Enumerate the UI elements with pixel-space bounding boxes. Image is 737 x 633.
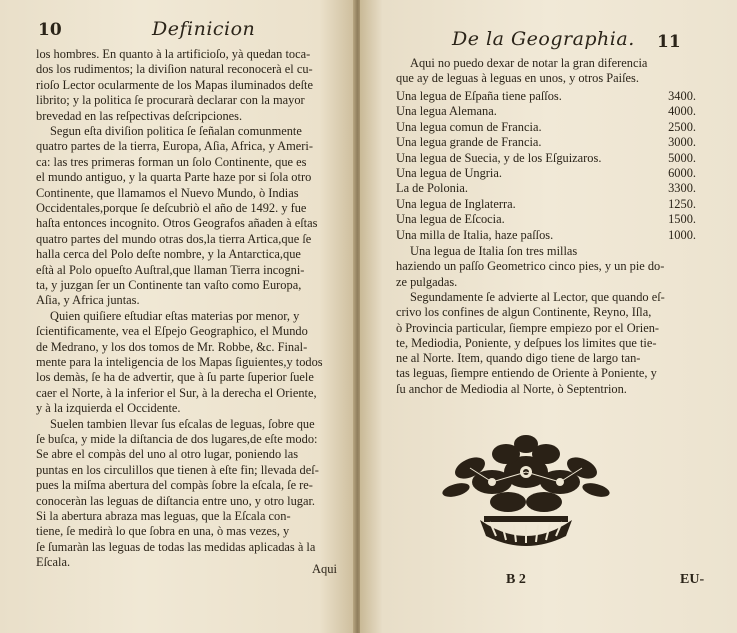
league-label: Una legua grande de Francia. [396,135,542,150]
text-line: crivo los confines de algun Continente, Reyno, Iſla, [396,305,652,320]
text-line: mente para la inteligencia de los Mapas ſiguientes,y todos [36,355,323,369]
text-line: haſta entonces incognito. Otros Geografos añaden à eſtas [36,216,318,231]
text-line: te, Mediodia, Poniente, y deſpues los limites que tie- [396,335,657,350]
left-page-number: 10 [38,20,62,40]
text-line: caer el Norte, à la inferior el Sur, à la derecha el Oriente, [36,385,317,400]
text-line: ò Provincia particular, ſiempre empiezo por el Orien- [396,320,660,335]
league-value: 4000. [668,104,696,119]
text-line: librito; y la politica ſe procurarà declarar con la mayor [36,93,305,108]
league-value: 6000. [668,166,696,180]
text-line: y à la izquierda el Occidente. [36,401,181,416]
league-label: Una legua de Eſpaña tiene paſſos. [396,89,562,103]
text-line: brevedad en las reſpectivas deſcripciones. [36,108,243,123]
league-label: Una legua de Ungria. [396,166,502,180]
text-line: de Medrano, y los dos tomos de Mr. Robbe, &c. Final- [36,339,308,354]
text-line: ſcientificamente, vea el Eſpejo Geographico, el Mundo [36,324,308,339]
league-value: 1250. [668,196,696,211]
league-label: Una legua comun de Francia. [396,119,542,134]
text-line: tiene, ſe medirà lo que ſobra en una, ò mas vezes, y [36,524,290,539]
text-line: halla cerca del Polo deſte nombre, y la Antarctica,que [36,247,301,262]
text-line: eſtà al Polo opueſto Auſtral,que llaman Tierra incogni- [36,262,305,277]
league-label: Una milla de Italia, haze paſſos. [396,227,554,242]
text-line: dos los rudimentos; la diviſion natural reconocerà el cu- [36,62,313,77]
text-line: haziendo un paſſo Geometrico cinco pies, y un pie do- [396,259,665,274]
league-value: 5000. [668,150,696,165]
text-line: ſe buſca, y mide la diſtancia de dos lugares,de eſte modo: [36,432,318,446]
league-label: Una legua de Suecia, y de los Eſguizaros. [396,150,602,165]
text-line: Segundamente ſe advierte al Lector, que quando eſ- [410,289,665,304]
text-line: Occidentales,porque ſe deſcubriò el año de 1492. y fue [36,201,307,215]
text-line: ca: las tres primeras forman un ſolo Continente, que es [36,154,307,169]
text-line: ſu anchor de Mediodia al Norte, ò Septentrion. [396,381,627,396]
left-catchword: Aqui [312,562,337,576]
league-label: La de Polonia. [396,181,468,196]
text-line: conoceràn las leguas de diſtancia entre uno, y otro lugar. [36,493,316,508]
right-running-head: De la Geographia. [452,28,635,50]
right-page-number: 11 [657,32,681,52]
right-catchword: EU- [680,572,705,587]
text-line: Si la abertura abraza mas leguas, que la Eſcala con- [36,509,291,523]
left-page [0,0,355,633]
league-value: 3400. [668,89,696,103]
text-line: Continente, que llamamos el Nuevo Mundo, ò Indias [36,185,299,200]
text-line: Se abre el compàs del uno al otro lugar, poniendo las [36,447,299,462]
text-line: Una legua de Italia ſon tres millas [410,244,578,258]
text-line: ze pulgadas. [396,274,458,289]
text-line: el mundo antiguo, y la quarta Parte haze por si ſola otro [36,170,312,185]
text-line: puntas en los circulillos que tienen à eſte fin; llevada deſ- [36,462,319,477]
text-line: ne al Norte. Item, quando digo tiene de largo tan- [396,351,641,366]
league-label: Una legua Alemana. [396,104,497,119]
flower-basket-vignette-icon [440,432,612,552]
text-line: Suelen tambien llevar ſus eſcalas de leguas, ſobre que [50,416,315,431]
text-line: rioſo Lector ocularmente de los Mapas iluminados deſte [36,77,313,92]
signature-mark: B 2 [506,572,526,587]
text-line: quatro partes del mundo otras dos,la tierra Artica,que ſe [36,231,312,246]
text-line: Quien quiſiere eſtudiar eſtas materias por menor, y [50,308,300,323]
text-line: Segun eſta diviſion politica ſe ſeñalan comunmente [50,124,302,138]
text-line: Aſia, y Africa juntas. [36,293,140,308]
league-value: 2500. [668,119,696,134]
league-value: 1000. [668,227,696,242]
league-label: Una legua de Eſcocia. [396,212,505,227]
text-line: pues la miſma abertura del compàs ſobre la eſcala, ſe re- [36,478,313,493]
left-running-head: Definicion [152,18,256,40]
league-value: 1500. [668,212,696,227]
text-line: los demàs, ſe ha de advertir, que à ſu parte ſuperior ſuele [36,370,314,385]
league-label: Una legua de Inglaterra. [396,196,516,211]
text-line: Eſcala. [36,555,71,570]
text-line: que ay de leguas à leguas en unos, y otros Paiſes. [396,71,639,85]
text-line: Aqui no puedo dexar de notar la gran diferencia [410,56,648,70]
league-value: 3300. [668,181,696,196]
league-value: 3000. [668,135,696,150]
text-line: ſe ſumaràn las leguas de todas las medidas aplicadas à la [36,539,316,554]
text-line: quatro partes de la tierra, Europa, Aſia, Africa, y Ameri- [36,139,313,154]
text-line: ta, y juzgan ſer un Continente tan vaſto como Europa, [36,278,302,292]
text-line: los hombres. En quanto à la artificioſo, yà quedan toca- [36,47,311,61]
text-line: tas leguas, ſiempre entiendo de Oriente à Poniente, y [396,366,657,381]
